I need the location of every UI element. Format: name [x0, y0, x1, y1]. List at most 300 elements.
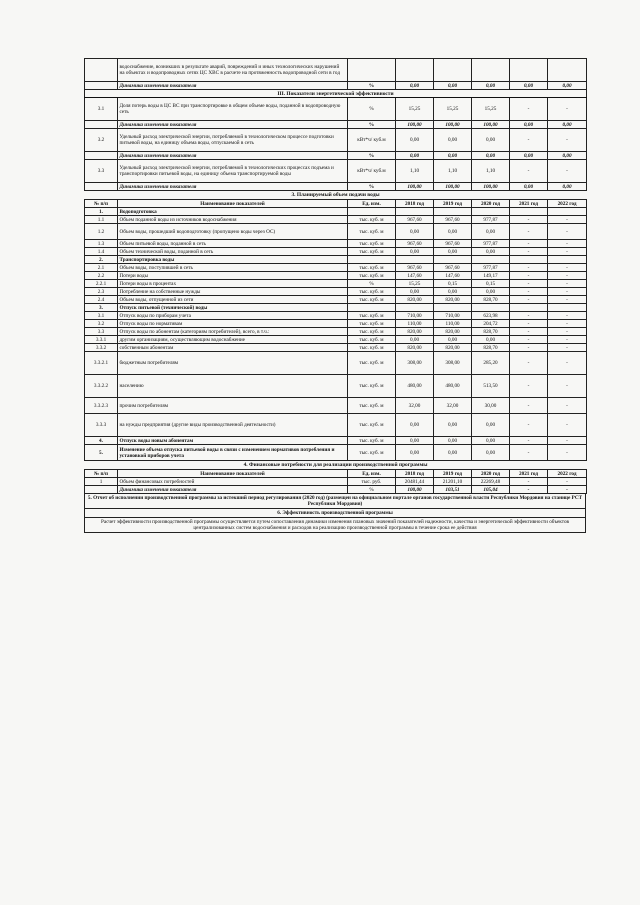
- cell-unit: тыс. куб. м: [348, 344, 396, 352]
- cell-value: 710,00: [396, 312, 434, 320]
- section-row: [85, 90, 587, 98]
- cell-value: -: [548, 129, 587, 152]
- cell-value: 285,20: [472, 352, 510, 375]
- cell-value: 967,60: [434, 240, 472, 248]
- cell-value: [396, 59, 434, 82]
- cell-value: 828,70: [472, 296, 510, 304]
- cell-value: 820,00: [396, 328, 434, 336]
- cell-value: 0,00: [472, 248, 510, 256]
- cell-unit: %: [348, 183, 396, 191]
- cell-value: -: [548, 240, 587, 248]
- cell-value: 967,60: [396, 216, 434, 224]
- cell-num: 3.1: [85, 98, 118, 121]
- cell-name: Объем технической воды, поданной в сеть: [118, 248, 348, 256]
- header-unit: Ед. изм.: [348, 470, 396, 478]
- document-body: [84, 58, 586, 533]
- cell-num: [85, 183, 118, 191]
- cell-name: Отпуск воды по абонентам (категориям потребителей), всего, в т.ч.:: [118, 328, 348, 336]
- header-year: 2018 год: [396, 470, 434, 478]
- cell-name: на нужды предприятия (другие виды производственной деятельности): [118, 414, 348, 437]
- cell-value: 828,70: [472, 344, 510, 352]
- cell-value: 32,00: [434, 398, 472, 414]
- table-row: [85, 344, 587, 352]
- cell-value: -: [548, 478, 587, 486]
- cell-value: 710,00: [434, 312, 472, 320]
- header-year: 2021 год: [510, 200, 548, 208]
- dynamics-row: [85, 486, 587, 494]
- header-year: 2020 год: [472, 470, 510, 478]
- cell-value: -: [548, 224, 587, 240]
- table-row: [85, 445, 587, 461]
- cell-value: 20481,44: [396, 478, 434, 486]
- cell-num: [85, 121, 118, 129]
- cell-value: 0,15: [434, 280, 472, 288]
- cell-name: Изменение объема отпуска питьевой воды в связи с изменением нормативов потребления и установкой приборов учета: [118, 445, 348, 461]
- cell-value: 480,00: [434, 375, 472, 398]
- table-row: [85, 296, 587, 304]
- table-row: [85, 328, 587, 336]
- cell-value: -: [510, 445, 548, 461]
- cell-value: [510, 208, 548, 216]
- cell-value: [396, 304, 434, 312]
- cell-num: [85, 486, 118, 494]
- cell-num: 3.3.2: [85, 344, 118, 352]
- cell-unit: тыс. куб. м: [348, 240, 396, 248]
- cell-name: Объем питьевой воды, поданной в сеть: [118, 240, 348, 248]
- cell-value: 21201,10: [434, 478, 472, 486]
- cell-value: 0,00: [396, 82, 434, 90]
- table-row: [85, 98, 587, 121]
- cell-unit: %: [348, 98, 396, 121]
- table-row: [85, 280, 587, 288]
- cell-unit: [348, 208, 396, 216]
- cell-value: -: [548, 272, 587, 280]
- cell-unit: тыс. куб. м: [348, 264, 396, 272]
- cell-value: [510, 59, 548, 82]
- header-num: № п/п: [85, 200, 118, 208]
- cell-value: 0,00: [434, 129, 472, 152]
- cell-value: 0,00: [396, 445, 434, 461]
- cell-name: бюджетным потребителям: [118, 352, 348, 375]
- cell-value: 0,00: [434, 248, 472, 256]
- cell-value: [472, 59, 510, 82]
- cell-value: [434, 256, 472, 264]
- cell-value: -: [510, 240, 548, 248]
- cell-name: собственным абонентам: [118, 344, 348, 352]
- cell-unit: [348, 304, 396, 312]
- cell-num: [85, 59, 118, 82]
- header-num: № п/п: [85, 470, 118, 478]
- cell-name: Отпуск воды новым абонентам: [118, 437, 348, 445]
- cell-value: -: [510, 478, 548, 486]
- table-row: [85, 240, 587, 248]
- cell-unit: тыс. куб. м: [348, 336, 396, 344]
- table-row: [85, 414, 587, 437]
- cell-num: 3.1: [85, 312, 118, 320]
- section-6-title: 6. Эффективность производственной программы: [84, 509, 586, 518]
- cell-value: 32,00: [396, 398, 434, 414]
- cell-name: прочим потребителям: [118, 398, 348, 414]
- cell-value: 0,00: [510, 152, 548, 160]
- cell-name: Динамика изменения показателя: [118, 121, 348, 129]
- cell-unit: [348, 59, 396, 82]
- table-row: [85, 59, 587, 82]
- cell-num: 3.2: [85, 320, 118, 328]
- table-row: [85, 437, 587, 445]
- cell-value: -: [510, 398, 548, 414]
- cell-unit: [348, 256, 396, 264]
- cell-unit: тыс. куб. м: [348, 312, 396, 320]
- cell-num: [85, 82, 118, 90]
- cell-value: 967,60: [396, 264, 434, 272]
- cell-unit: тыс. куб. м: [348, 398, 396, 414]
- table-row: [85, 312, 587, 320]
- section-3-energy-title: III. Показатели энергетической эффективности: [85, 90, 587, 98]
- cell-value: -: [510, 216, 548, 224]
- cell-value: 0,00: [472, 152, 510, 160]
- cell-name: Объем воды, поступившей в сеть: [118, 264, 348, 272]
- cell-value: 0,00: [396, 152, 434, 160]
- section-4-title: 4. Финансовые потребности для реализации производственной программы: [243, 462, 428, 468]
- cell-value: 0,00: [434, 224, 472, 240]
- cell-value: 100,00: [396, 486, 434, 494]
- cell-value: 0,00: [548, 121, 587, 129]
- cell-name: Объем воды, отпущенной из сети: [118, 296, 348, 304]
- cell-value: -: [548, 414, 587, 437]
- cell-value: 100,00: [472, 121, 510, 129]
- dynamics-row: [85, 152, 587, 160]
- header-year: 2022 год: [548, 200, 587, 208]
- section-3-title: 3. Планируемый объем подачи воды: [291, 192, 380, 198]
- cell-value: -: [548, 320, 587, 328]
- cell-value: 308,00: [434, 352, 472, 375]
- cell-num: 1.4: [85, 248, 118, 256]
- cell-value: -: [548, 248, 587, 256]
- cell-value: 100,00: [472, 183, 510, 191]
- cell-value: 820,00: [434, 296, 472, 304]
- cell-name: Потери воды в процентах: [118, 280, 348, 288]
- header-year: 2020 год: [472, 200, 510, 208]
- cell-value: -: [510, 280, 548, 288]
- cell-name: Объем финансовых потребностей: [118, 478, 348, 486]
- cell-num: 3.3: [85, 160, 118, 183]
- cell-num: 1.3: [85, 240, 118, 248]
- cell-value: 967,60: [434, 216, 472, 224]
- cell-value: -: [548, 328, 587, 336]
- cell-value: 0,00: [396, 336, 434, 344]
- cell-value: 0,00: [472, 82, 510, 90]
- cell-value: -: [548, 398, 587, 414]
- cell-num: 1: [85, 478, 118, 486]
- cell-value: -: [548, 312, 587, 320]
- cell-value: 110,00: [396, 320, 434, 328]
- cell-value: 308,00: [396, 352, 434, 375]
- table-row: [85, 304, 587, 312]
- cell-unit: тыс. куб. м: [348, 216, 396, 224]
- cell-value: 15,25: [434, 98, 472, 121]
- cell-value: [548, 208, 587, 216]
- cell-value: 0,00: [434, 445, 472, 461]
- cell-num: 1.2: [85, 224, 118, 240]
- dynamics-row: [85, 121, 587, 129]
- cell-name: населению: [118, 375, 348, 398]
- cell-num: 3.2: [85, 129, 118, 152]
- cell-value: 105,04: [472, 486, 510, 494]
- cell-value: 0,00: [434, 437, 472, 445]
- cell-value: 22269,48: [472, 478, 510, 486]
- cell-num: 2.1: [85, 264, 118, 272]
- cell-name: Удельный расход электрической энергии, потребляемой в технологических процессах подъема и транспортировки питьевой воды, на единицу объема транспортируемой воды: [118, 160, 348, 183]
- header-year: 2022 год: [548, 470, 587, 478]
- cell-num: 3.: [85, 304, 118, 312]
- cell-num: 1.: [85, 208, 118, 216]
- table-row: [85, 256, 587, 264]
- cell-value: 0,00: [396, 437, 434, 445]
- section-5-report: 5. Отчет об исполнении производственной программы за истекший период регулирования (2020 год) (размещен на официальном портале органов государственной власти Республики Мордовия на станице РСТ Республики Мордовия): [84, 494, 586, 509]
- indicators-table: [84, 58, 587, 191]
- cell-value: 480,00: [396, 375, 434, 398]
- cell-num: 3.3.2.3: [85, 398, 118, 414]
- cell-name: Потери воды: [118, 272, 348, 280]
- cell-value: 967,60: [396, 240, 434, 248]
- cell-value: -: [510, 160, 548, 183]
- cell-value: 0,00: [434, 152, 472, 160]
- cell-value: -: [548, 160, 587, 183]
- cell-value: -: [548, 288, 587, 296]
- cell-value: 100,00: [396, 121, 434, 129]
- cell-value: [472, 208, 510, 216]
- table-row: [85, 352, 587, 375]
- cell-value: -: [510, 98, 548, 121]
- cell-value: -: [510, 288, 548, 296]
- cell-unit: %: [348, 280, 396, 288]
- cell-value: -: [510, 224, 548, 240]
- cell-value: -: [510, 375, 548, 398]
- cell-unit: %: [348, 121, 396, 129]
- cell-value: -: [548, 486, 587, 494]
- cell-value: 820,00: [396, 344, 434, 352]
- cell-value: [548, 59, 587, 82]
- cell-name: Объем воды, прошедший водоподготовку (пропущено воды через ОС): [118, 224, 348, 240]
- header-year: 2018 год: [396, 200, 434, 208]
- dynamics-row: [85, 183, 587, 191]
- cell-name: Динамика изменения показателя: [118, 152, 348, 160]
- cell-name: другим организациям, осуществляющим водоснабжение: [118, 336, 348, 344]
- cell-value: 0,00: [434, 336, 472, 344]
- table-row: [85, 208, 587, 216]
- cell-name: Динамика изменения показателя: [118, 486, 348, 494]
- cell-value: -: [510, 296, 548, 304]
- cell-unit: тыс. куб. м: [348, 375, 396, 398]
- cell-value: 0,00: [396, 224, 434, 240]
- header-year: 2021 год: [510, 470, 548, 478]
- cell-value: 820,00: [434, 344, 472, 352]
- table-row: [85, 375, 587, 398]
- table-row: [85, 320, 587, 328]
- cell-num: 2.: [85, 256, 118, 264]
- cell-num: 3.3.1: [85, 336, 118, 344]
- cell-value: -: [510, 320, 548, 328]
- cell-value: -: [510, 129, 548, 152]
- cell-value: 0,00: [396, 129, 434, 152]
- cell-unit: тыс. куб. м: [348, 352, 396, 375]
- cell-value: 0,00: [472, 288, 510, 296]
- cell-unit: тыс. куб. м: [348, 328, 396, 336]
- cell-value: -: [548, 437, 587, 445]
- cell-name: Динамика изменения показателя: [118, 183, 348, 191]
- cell-value: 0,00: [472, 129, 510, 152]
- cell-value: 0,00: [510, 82, 548, 90]
- cell-value: 15,25: [396, 280, 434, 288]
- cell-value: [548, 256, 587, 264]
- cell-value: -: [548, 336, 587, 344]
- cell-value: [434, 304, 472, 312]
- section-6-text: Расчет эффективности производственной программы осуществляется путем сопоставления динамики изменения плановых значений показателей надежности, качества и энергетической эффективности объектов централизованных систем водоснабжения и расходов на реализацию производственной программы в течение срока ее действия: [84, 518, 586, 533]
- cell-value: -: [510, 336, 548, 344]
- table-row: [85, 288, 587, 296]
- cell-value: 149,17: [472, 272, 510, 280]
- cell-value: -: [548, 264, 587, 272]
- table-row: [85, 264, 587, 272]
- cell-value: 15,25: [396, 98, 434, 121]
- cell-unit: кВт*ч/ куб.м: [348, 129, 396, 152]
- cell-value: 0,00: [548, 152, 587, 160]
- cell-name: Объем поданной воды из источников водоснабжения: [118, 216, 348, 224]
- cell-name: Водоподготовка: [118, 208, 348, 216]
- cell-value: 15,25: [472, 98, 510, 121]
- cell-unit: тыс. куб. м: [348, 437, 396, 445]
- cell-value: 103,51: [434, 486, 472, 494]
- cell-value: [434, 59, 472, 82]
- cell-value: -: [548, 98, 587, 121]
- header-unit: Ед. изм.: [348, 200, 396, 208]
- cell-value: 110,00: [434, 320, 472, 328]
- cell-value: 0,00: [434, 82, 472, 90]
- cell-num: 3.3.2.1: [85, 352, 118, 375]
- cell-value: -: [548, 216, 587, 224]
- cell-value: 100,00: [434, 121, 472, 129]
- cell-value: 0,00: [472, 437, 510, 445]
- cell-value: -: [510, 248, 548, 256]
- cell-value: 0,00: [510, 183, 548, 191]
- cell-value: 623,98: [472, 312, 510, 320]
- cell-num: 2.2: [85, 272, 118, 280]
- cell-value: -: [510, 352, 548, 375]
- cell-value: 1,10: [434, 160, 472, 183]
- cell-value: 0,00: [396, 288, 434, 296]
- table-row: [85, 224, 587, 240]
- table-row: [85, 272, 587, 280]
- cell-value: 1,10: [396, 160, 434, 183]
- cell-value: -: [548, 280, 587, 288]
- cell-value: 828,70: [472, 328, 510, 336]
- cell-value: [434, 208, 472, 216]
- cell-value: [510, 304, 548, 312]
- cell-name: Динамика изменения показателя: [118, 82, 348, 90]
- cell-value: -: [548, 296, 587, 304]
- cell-value: -: [510, 344, 548, 352]
- table-row: [85, 160, 587, 183]
- header-year: 2019 год: [434, 470, 472, 478]
- cell-value: 967,60: [434, 264, 472, 272]
- header-year: 2019 год: [434, 200, 472, 208]
- cell-value: -: [548, 344, 587, 352]
- cell-unit: тыс. куб. м: [348, 248, 396, 256]
- cell-unit: %: [348, 486, 396, 494]
- cell-value: -: [510, 328, 548, 336]
- financial-needs-table: [84, 461, 587, 494]
- cell-unit: тыс. куб. м: [348, 445, 396, 461]
- cell-value: [548, 304, 587, 312]
- cell-num: 4.: [85, 437, 118, 445]
- cell-unit: кВт*ч/ куб.м: [348, 160, 396, 183]
- cell-name: Отпуск воды по нормативам: [118, 320, 348, 328]
- cell-unit: тыс. руб.: [348, 478, 396, 486]
- cell-unit: %: [348, 152, 396, 160]
- cell-value: -: [510, 437, 548, 445]
- cell-value: -: [510, 312, 548, 320]
- cell-value: -: [548, 352, 587, 375]
- header-name: Наименование показателей: [118, 200, 348, 208]
- cell-name: Транспортировка воды: [118, 256, 348, 264]
- cell-unit: тыс. куб. м: [348, 288, 396, 296]
- cell-value: 0,00: [434, 288, 472, 296]
- table-row: [85, 248, 587, 256]
- cell-value: 0,00: [472, 414, 510, 437]
- cell-value: 0,00: [510, 121, 548, 129]
- cell-value: 0,00: [472, 336, 510, 344]
- table-row: [85, 82, 587, 90]
- cell-unit: тыс. куб. м: [348, 414, 396, 437]
- cell-value: 0,15: [472, 280, 510, 288]
- cell-unit: %: [348, 82, 396, 90]
- cell-value: 204,72: [472, 320, 510, 328]
- cell-value: -: [510, 486, 548, 494]
- cell-value: [396, 208, 434, 216]
- cell-value: 100,00: [396, 183, 434, 191]
- cell-value: 100,00: [434, 183, 472, 191]
- cell-value: 0,00: [472, 224, 510, 240]
- cell-num: 5.: [85, 445, 118, 461]
- table-row: [85, 216, 587, 224]
- cell-value: -: [510, 272, 548, 280]
- cell-num: 2.2.1: [85, 280, 118, 288]
- cell-value: 0,00: [548, 82, 587, 90]
- table-row: [85, 129, 587, 152]
- cell-num: [85, 152, 118, 160]
- cell-value: -: [548, 375, 587, 398]
- cell-value: [510, 256, 548, 264]
- cell-name: Отпуск питьевой (технической) воды: [118, 304, 348, 312]
- cell-value: 977,87: [472, 240, 510, 248]
- cell-value: 147,60: [434, 272, 472, 280]
- cell-value: 1,10: [472, 160, 510, 183]
- table-row: [85, 336, 587, 344]
- cell-value: 820,00: [434, 328, 472, 336]
- cell-value: 0,00: [472, 445, 510, 461]
- cell-unit: тыс. куб. м: [348, 296, 396, 304]
- cell-value: -: [510, 414, 548, 437]
- table-row: [85, 398, 587, 414]
- cell-value: [396, 256, 434, 264]
- cell-value: -: [548, 445, 587, 461]
- cell-value: 977,87: [472, 216, 510, 224]
- cell-value: 0,00: [548, 183, 587, 191]
- cell-unit: тыс. куб. м: [348, 320, 396, 328]
- table-row: [85, 478, 587, 486]
- cell-name: Потребление на собственные нужды: [118, 288, 348, 296]
- header-name: Наименование показателей: [118, 470, 348, 478]
